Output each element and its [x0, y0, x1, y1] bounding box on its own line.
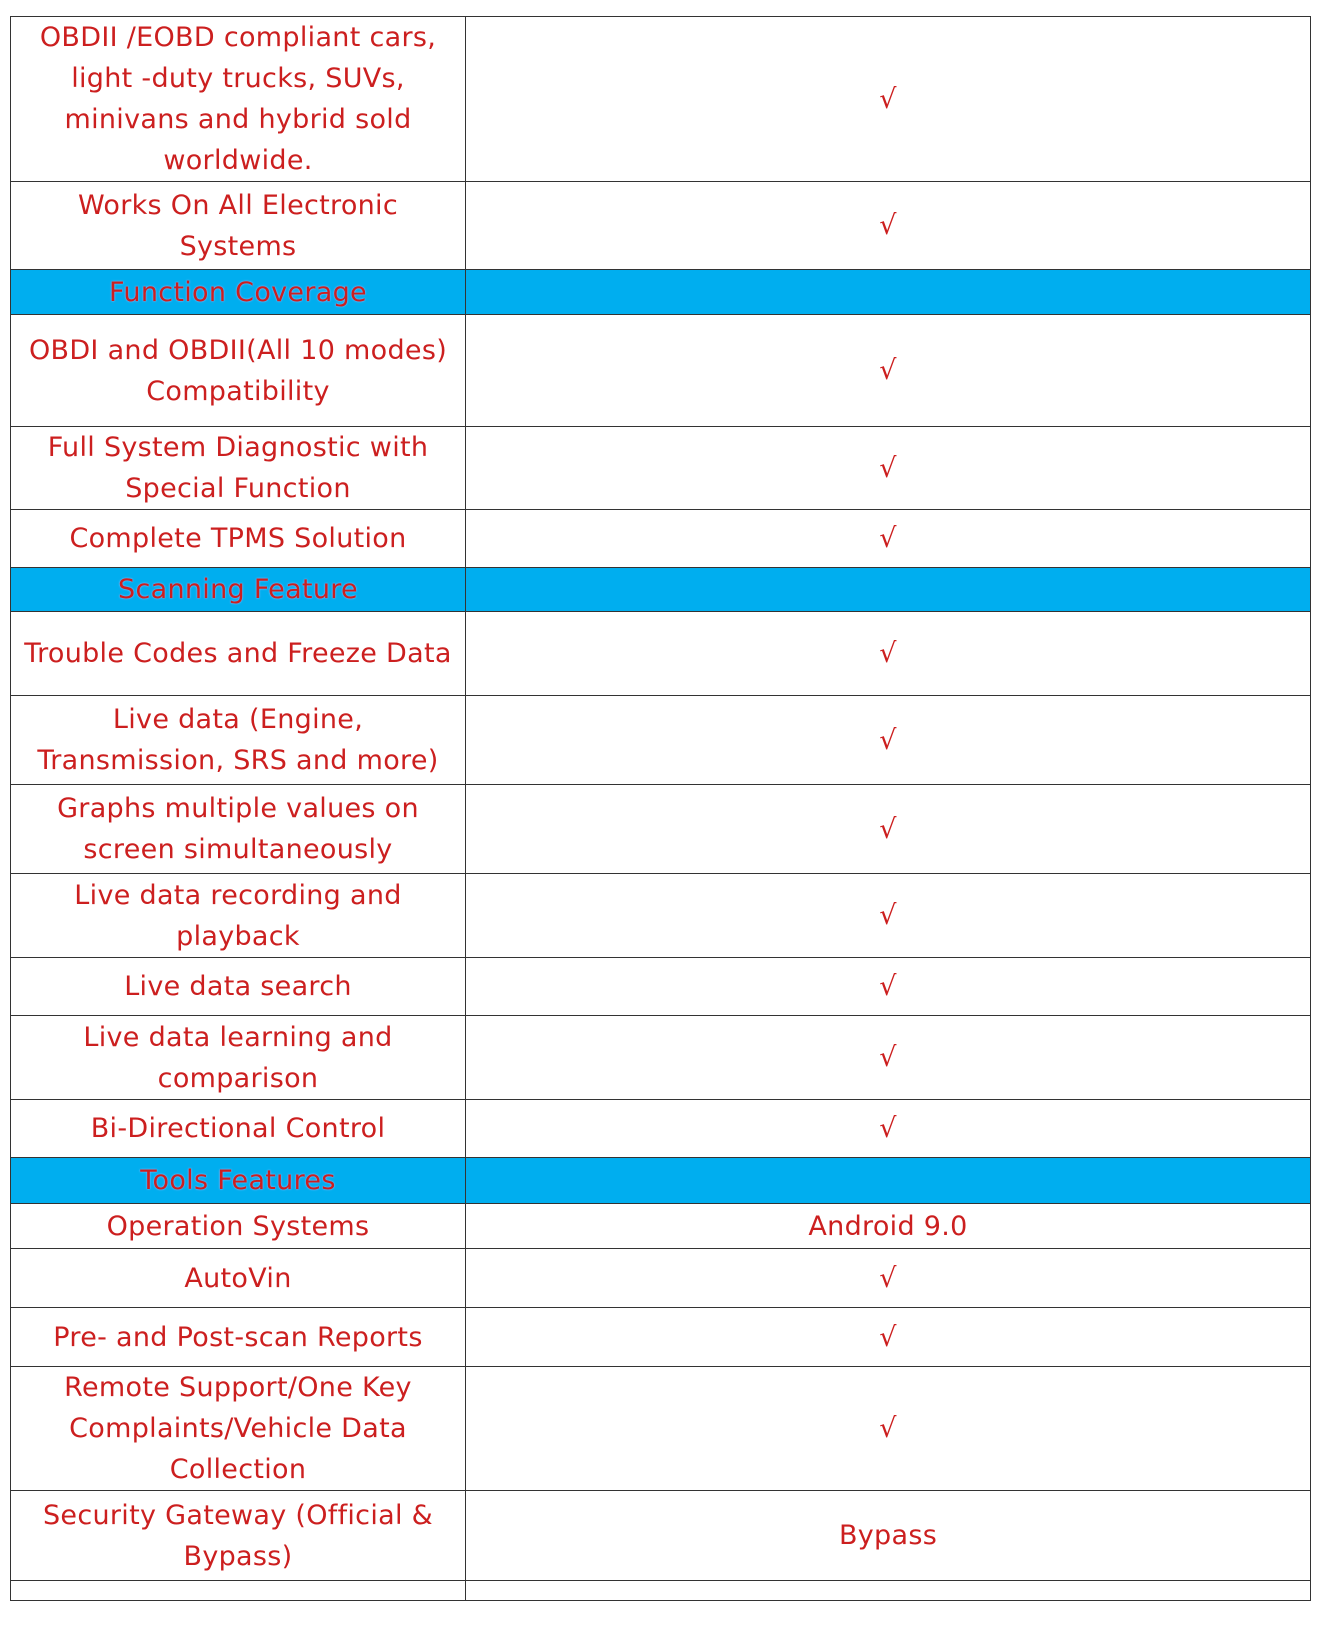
table-row	[11, 427, 1311, 510]
table-row	[11, 1581, 1311, 1601]
feature-comparison-table	[10, 16, 1311, 1601]
feature-value: √	[466, 958, 1311, 1016]
table-row	[11, 17, 1311, 182]
table-row	[11, 1204, 1311, 1249]
feature-label: OBDI and OBDII(All 10 modes) Compatibility	[11, 315, 466, 427]
table-row	[11, 1308, 1311, 1367]
feature-value	[466, 1581, 1311, 1601]
feature-value: √	[466, 785, 1311, 874]
feature-label: Works On All Electronic Systems	[11, 182, 466, 270]
feature-label: Operation Systems	[11, 1204, 466, 1249]
feature-value: √	[466, 1249, 1311, 1308]
feature-label: Remote Support/One Key Complaints/Vehicle Data Collection	[11, 1367, 466, 1491]
feature-value: √	[466, 315, 1311, 427]
feature-value: √	[466, 1100, 1311, 1158]
table-row	[11, 696, 1311, 785]
section-title: Scanning Feature	[11, 568, 466, 612]
feature-value: √	[466, 1308, 1311, 1367]
feature-label: Graphs multiple values on screen simultaneously	[11, 785, 466, 874]
feature-label: OBDII /EOBD compliant cars, light -duty trucks, SUVs, minivans and hybrid sold worldwide.	[11, 17, 466, 182]
table-row	[11, 510, 1311, 568]
feature-label: Live data (Engine, Transmission, SRS and more)	[11, 696, 466, 785]
section-title: Tools Features	[11, 1158, 466, 1204]
table-row	[11, 182, 1311, 270]
table-row	[11, 1100, 1311, 1158]
feature-value: √	[466, 427, 1311, 510]
section-value	[466, 1158, 1311, 1204]
table-row	[11, 612, 1311, 696]
table-row	[11, 785, 1311, 874]
feature-label	[11, 1581, 466, 1601]
feature-label: Pre- and Post-scan Reports	[11, 1308, 466, 1367]
feature-label: Full System Diagnostic with Special Function	[11, 427, 466, 510]
table-row	[11, 1367, 1311, 1491]
feature-value: √	[466, 510, 1311, 568]
section-value	[466, 270, 1311, 315]
feature-value: √	[466, 696, 1311, 785]
feature-value: √	[466, 17, 1311, 182]
feature-value: √	[466, 1016, 1311, 1100]
section-value	[466, 568, 1311, 612]
feature-label: Live data learning and comparison	[11, 1016, 466, 1100]
feature-label: Security Gateway (Official & Bypass)	[11, 1491, 466, 1581]
table-body	[11, 17, 1311, 1601]
feature-value: Bypass	[466, 1491, 1311, 1581]
feature-label: AutoVin	[11, 1249, 466, 1308]
section-header-row	[11, 270, 1311, 315]
feature-value: √	[466, 612, 1311, 696]
table-row	[11, 1491, 1311, 1581]
feature-value: √	[466, 874, 1311, 958]
table-row	[11, 958, 1311, 1016]
table-row	[11, 874, 1311, 958]
feature-label: Bi-Directional Control	[11, 1100, 466, 1158]
feature-value: √	[466, 182, 1311, 270]
feature-value: √	[466, 1367, 1311, 1491]
feature-label: Complete TPMS Solution	[11, 510, 466, 568]
feature-label: Live data search	[11, 958, 466, 1016]
section-header-row	[11, 568, 1311, 612]
feature-value: Android 9.0	[466, 1204, 1311, 1249]
table-row	[11, 1249, 1311, 1308]
section-title: Function Coverage	[11, 270, 466, 315]
feature-label: Trouble Codes and Freeze Data	[11, 612, 466, 696]
section-header-row	[11, 1158, 1311, 1204]
feature-label: Live data recording and playback	[11, 874, 466, 958]
table-row	[11, 1016, 1311, 1100]
table-row	[11, 315, 1311, 427]
